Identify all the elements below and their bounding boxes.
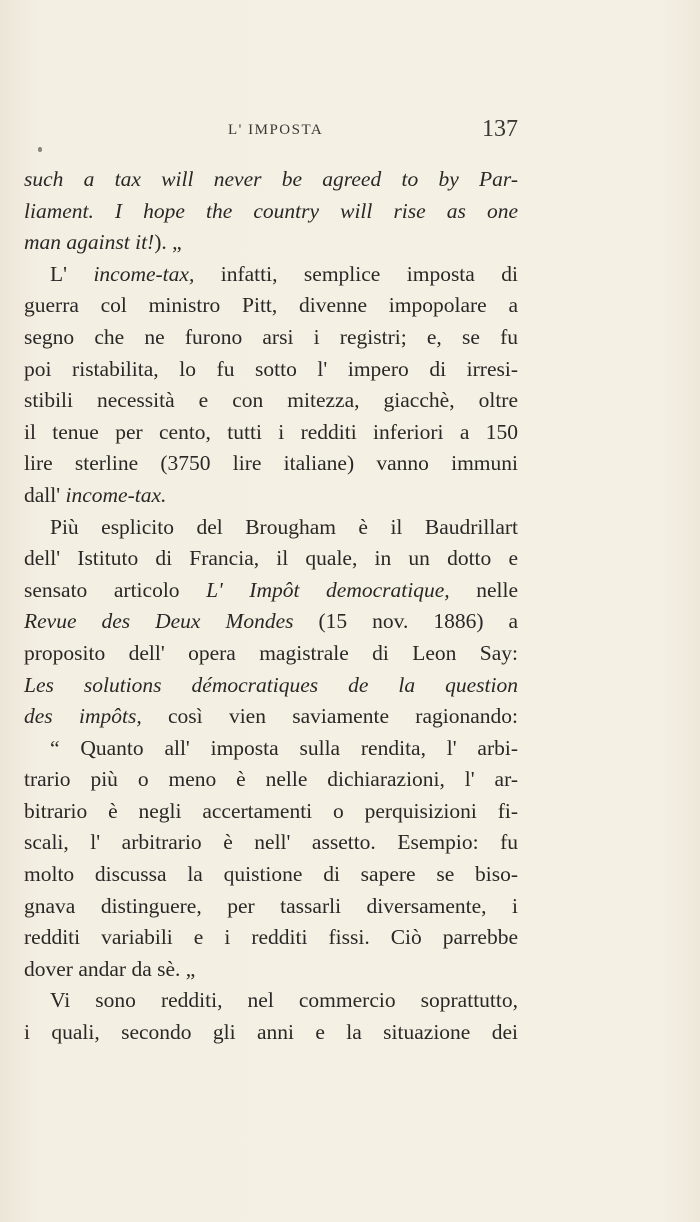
text-segment: Vi sono redditi, nel commercio soprattutto,: [50, 988, 518, 1013]
text-segment: segno che ne furono arsi i registri; e, se fu: [24, 324, 518, 349]
italic-text: Revue des Deux Mondes: [24, 609, 294, 634]
text-segment: dell' Istituto di Francia, il quale, in un dotto e: [24, 546, 518, 571]
italic-text: income-tax.: [65, 482, 167, 507]
text-line: [24, 827, 518, 859]
italic-text: such a tax will never be agreed to by Par-: [24, 167, 518, 191]
text-line: [24, 448, 518, 480]
text-line: [24, 164, 518, 196]
text-line: [24, 354, 518, 386]
text-line: [24, 859, 518, 891]
text-line: [24, 922, 518, 954]
text-line: [24, 543, 518, 575]
text-line: [24, 796, 518, 828]
italic-text: des impôts,: [24, 704, 142, 729]
text-segment: poi ristabilita, lo fu sotto l' impero di irresi-: [24, 356, 518, 381]
page-header: [22, 112, 518, 152]
text-line: [24, 638, 518, 670]
text-segment: gnava distinguere, per tassarli diversamente, i: [24, 893, 518, 918]
text-line: [24, 512, 518, 544]
text-segment: dall': [24, 482, 66, 507]
text-segment: il tenue per cento, tutti i redditi inferiori a 150: [24, 419, 518, 444]
text-segment: redditi variabili e i redditi fissi. Ciò parrebbe: [24, 925, 518, 950]
italic-text: liament. I hope the country will rise as one: [24, 198, 518, 223]
text-segment: lire sterline (3750 lire italiane) vanno immuni: [24, 451, 518, 476]
text-line: [24, 670, 518, 702]
text-line: [24, 480, 518, 512]
text-line: [24, 1017, 518, 1049]
text-line: [24, 575, 518, 607]
italic-text: Les solutions démocratiques de la question: [24, 672, 518, 697]
running-head: L' IMPOSTA: [228, 122, 324, 138]
text-segment: infatti, semplice imposta di: [194, 261, 518, 286]
text-segment: proposito dell' opera magistrale di Leon Say:: [24, 640, 518, 665]
body-text: [24, 164, 518, 1049]
text-line: [24, 954, 518, 986]
text-line: [24, 606, 518, 638]
text-line: [24, 259, 518, 291]
text-segment: guerra col ministro Pitt, divenne impopolare a: [24, 293, 518, 318]
page-number: 137: [482, 116, 518, 142]
text-segment: così vien saviamente ragionando:: [141, 704, 518, 729]
text-segment: stibili necessità e con mitezza, giacchè, oltre: [24, 388, 518, 413]
italic-text: man against it!: [24, 230, 155, 255]
text-line: [24, 322, 518, 354]
ink-speck: [38, 147, 42, 152]
text-line: [24, 701, 518, 733]
text-line: [24, 290, 518, 322]
italic-text: L' Impôt democratique,: [206, 577, 450, 602]
text-line: [24, 764, 518, 796]
text-line: [24, 891, 518, 923]
text-line: [24, 417, 518, 449]
text-segment: L': [50, 261, 94, 286]
text-segment: dover andar da sè. „: [24, 956, 196, 981]
text-segment: scali, l' arbitrario è nell' assetto. Esempio: fu: [24, 830, 518, 855]
text-line: [24, 733, 518, 765]
text-segment: Più esplicito del Brougham è il Baudrillart: [50, 514, 518, 539]
text-segment: trario più o meno è nelle dichiarazioni, l' ar-: [24, 767, 518, 792]
text-line: [24, 227, 518, 259]
text-segment: “ Quanto all' imposta sulla rendita, l' arbi-: [50, 735, 518, 760]
text-segment: (15 nov. 1886) a: [293, 609, 518, 634]
text-line: [24, 385, 518, 417]
text-line: [24, 196, 518, 228]
text-segment: ). „: [154, 230, 182, 255]
text-segment: nelle: [449, 577, 518, 602]
italic-text: income-tax,: [93, 261, 195, 286]
text-segment: i quali, secondo gli anni e la situazione dei: [24, 1020, 518, 1045]
text-segment: sensato articolo: [24, 577, 207, 602]
text-segment: molto discussa la quistione di sapere se biso-: [24, 862, 518, 887]
text-line: [24, 985, 518, 1017]
text-segment: bitrario è negli accertamenti o perquisizioni fi-: [24, 798, 518, 823]
